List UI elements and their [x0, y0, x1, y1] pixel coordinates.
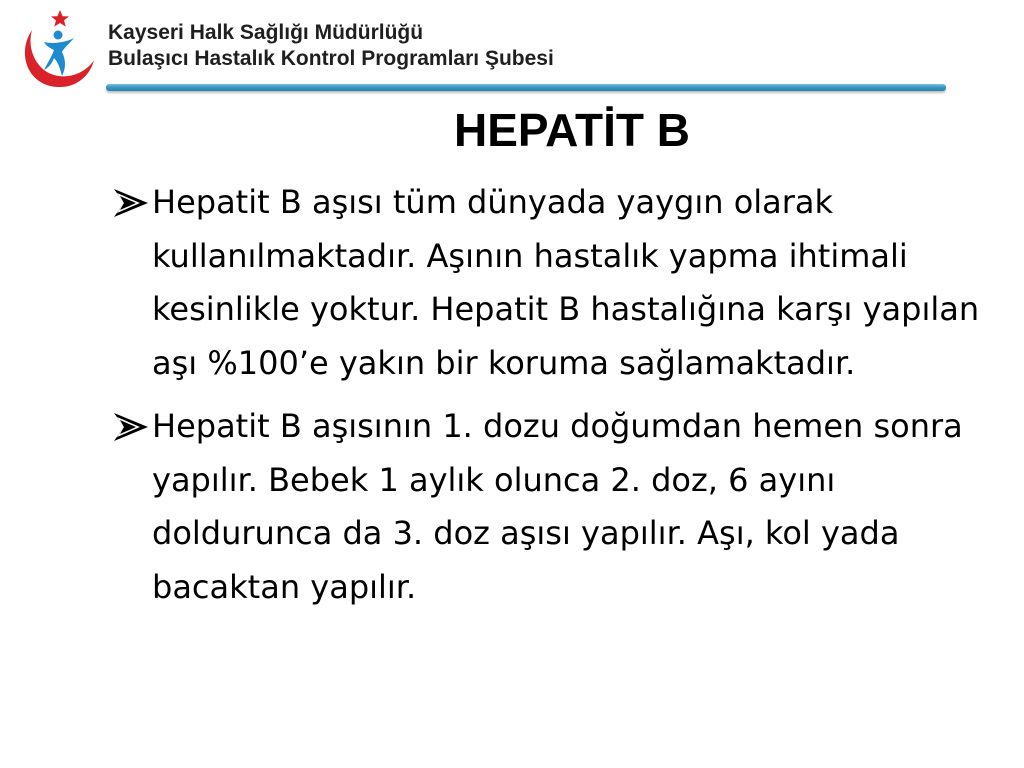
org-name-line-1: Kayseri Halk Sağlığı Müdürlüğü	[108, 21, 424, 44]
org-name-line-2: Bulaşıcı Hastalık Kontrol Programları Şubesi	[108, 47, 554, 70]
slide-content	[112, 176, 982, 624]
bullet-text-1: Hepatit B aşısı tüm dünyada yaygın olarak kullanılmaktadır. Aşının hastalık yapma ihtimali kesinlikle yoktur. Hepatit B hastalığına karşı yapılan aşı %100’e yakın bir koruma sağlamaktadır.	[152, 183, 980, 382]
bullet-text-2: Hepatit B aşısının 1. dozu doğumdan hemen sonra yapılır. Bebek 1 aylık olunca 2. doz, 6 ayını doldurunca da 3. doz aşısı yapılır. Aşı, kol yada bacaktan yapılır.	[152, 407, 963, 606]
bullet-item-2	[112, 400, 982, 614]
health-ministry-logo-icon	[18, 8, 98, 90]
slide-title: HEPATİT B	[454, 104, 690, 156]
arrow-bullet-icon	[114, 413, 148, 441]
bullet-item-1	[112, 176, 982, 390]
header-divider	[106, 84, 946, 91]
arrow-bullet-icon	[114, 189, 148, 217]
organization-name	[108, 20, 554, 72]
